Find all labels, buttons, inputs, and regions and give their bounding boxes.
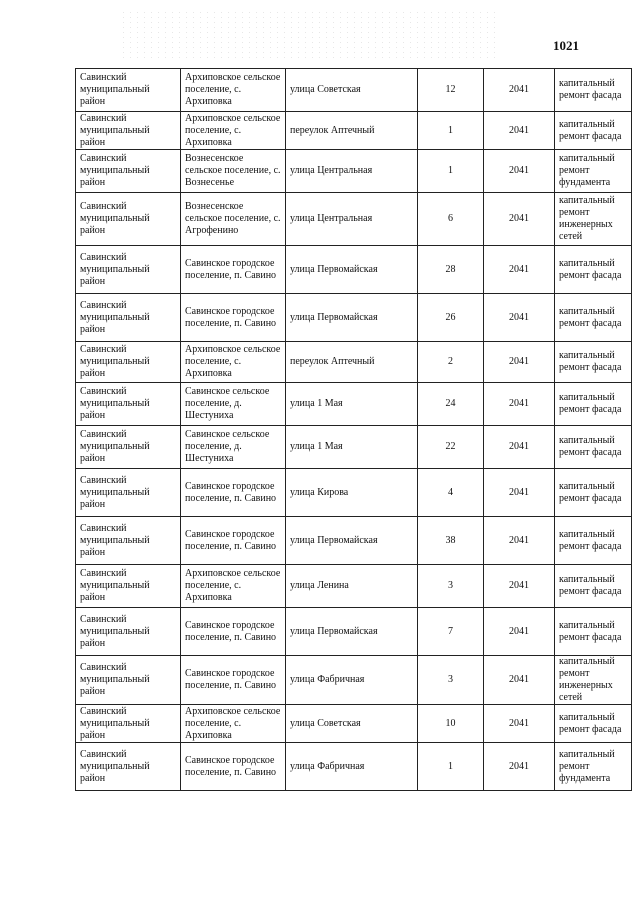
table-row xyxy=(76,565,632,608)
table-row xyxy=(76,426,632,469)
street-cell: переулок Аптечный xyxy=(286,342,418,383)
settlement-cell: Архиповское сельское поселение, с. Архиповка xyxy=(181,705,286,743)
settlement-cell: Савинское городское поселение, п. Савино xyxy=(181,246,286,294)
street-cell: улица Фабричная xyxy=(286,656,418,705)
work-type-cell: капитальный ремонт фасада xyxy=(555,294,632,342)
street-cell: улица Первомайская xyxy=(286,517,418,565)
house-number-cell: 10 xyxy=(418,705,484,743)
house-number-cell: 1 xyxy=(418,150,484,193)
house-number-cell: 22 xyxy=(418,426,484,469)
street-cell: улица Центральная xyxy=(286,150,418,193)
street-cell: улица Ленина xyxy=(286,565,418,608)
work-type-cell: капитальный ремонт фундамента xyxy=(555,150,632,193)
settlement-cell: Вознесенское сельское поселение, с. Вознесенье xyxy=(181,150,286,193)
street-cell: переулок Аптечный xyxy=(286,112,418,150)
year-cell: 2041 xyxy=(484,705,555,743)
house-number-cell: 4 xyxy=(418,469,484,517)
district-cell: Савинский муниципальный район xyxy=(76,517,181,565)
work-type-cell: капитальный ремонт фасада xyxy=(555,69,632,112)
year-cell: 2041 xyxy=(484,246,555,294)
settlement-cell: Архиповское сельское поселение, с. Архиповка xyxy=(181,342,286,383)
work-type-cell: капитальный ремонт фасада xyxy=(555,246,632,294)
house-number-cell: 3 xyxy=(418,565,484,608)
settlement-cell: Архиповское сельское поселение, с. Архиповка xyxy=(181,112,286,150)
house-number-cell: 7 xyxy=(418,608,484,656)
district-cell: Савинский муниципальный район xyxy=(76,656,181,705)
table-row xyxy=(76,69,632,112)
table-row xyxy=(76,383,632,426)
year-cell: 2041 xyxy=(484,383,555,426)
district-cell: Савинский муниципальный район xyxy=(76,150,181,193)
table-row xyxy=(76,608,632,656)
year-cell: 2041 xyxy=(484,469,555,517)
street-cell: улица 1 Мая xyxy=(286,383,418,426)
district-cell: Савинский муниципальный район xyxy=(76,294,181,342)
settlement-cell: Архиповское сельское поселение, с. Архиповка xyxy=(181,565,286,608)
house-number-cell: 6 xyxy=(418,193,484,246)
work-type-cell: капитальный ремонт фасада xyxy=(555,517,632,565)
table-row xyxy=(76,193,632,246)
table-row xyxy=(76,469,632,517)
table-row xyxy=(76,517,632,565)
year-cell: 2041 xyxy=(484,426,555,469)
district-cell: Савинский муниципальный район xyxy=(76,69,181,112)
table-row xyxy=(76,705,632,743)
year-cell: 2041 xyxy=(484,608,555,656)
settlement-cell: Савинское сельское поселение, д. Шестуниха xyxy=(181,426,286,469)
settlement-cell: Савинское городское поселение, п. Савино xyxy=(181,517,286,565)
house-number-cell: 1 xyxy=(418,743,484,791)
work-type-cell: капитальный ремонт фундамента xyxy=(555,743,632,791)
work-type-cell: капитальный ремонт фасада xyxy=(555,426,632,469)
district-cell: Савинский муниципальный район xyxy=(76,342,181,383)
settlement-cell: Савинское городское поселение, п. Савино xyxy=(181,656,286,705)
district-cell: Савинский муниципальный район xyxy=(76,608,181,656)
page-number: 1021 xyxy=(553,38,579,53)
table-row xyxy=(76,294,632,342)
year-cell: 2041 xyxy=(484,193,555,246)
street-cell: улица Советская xyxy=(286,705,418,743)
work-type-cell: капитальный ремонт инженерных сетей xyxy=(555,656,632,705)
house-number-cell: 12 xyxy=(418,69,484,112)
table-row xyxy=(76,656,632,705)
work-type-cell: капитальный ремонт фасада xyxy=(555,469,632,517)
settlement-cell: Вознесенское сельское поселение, с. Агрофенино xyxy=(181,193,286,246)
work-type-cell: капитальный ремонт фасада xyxy=(555,112,632,150)
settlement-cell: Архиповское сельское поселение, с. Архиповка xyxy=(181,69,286,112)
year-cell: 2041 xyxy=(484,342,555,383)
house-number-cell: 38 xyxy=(418,517,484,565)
work-type-cell: капитальный ремонт инженерных сетей xyxy=(555,193,632,246)
year-cell: 2041 xyxy=(484,150,555,193)
work-type-cell: капитальный ремонт фасада xyxy=(555,608,632,656)
year-cell: 2041 xyxy=(484,112,555,150)
district-cell: Савинский муниципальный район xyxy=(76,246,181,294)
settlement-cell: Савинское городское поселение, п. Савино xyxy=(181,469,286,517)
district-cell: Савинский муниципальный район xyxy=(76,426,181,469)
table-row xyxy=(76,112,632,150)
year-cell: 2041 xyxy=(484,565,555,608)
year-cell: 2041 xyxy=(484,656,555,705)
house-number-cell: 1 xyxy=(418,112,484,150)
settlement-cell: Савинское городское поселение, п. Савино xyxy=(181,294,286,342)
house-number-cell: 28 xyxy=(418,246,484,294)
street-cell: улица Первомайская xyxy=(286,246,418,294)
work-type-cell: капитальный ремонт фасада xyxy=(555,565,632,608)
table-row xyxy=(76,246,632,294)
settlement-cell: Савинское сельское поселение, д. Шестуниха xyxy=(181,383,286,426)
street-cell: улица Советская xyxy=(286,69,418,112)
settlement-cell: Савинское городское поселение, п. Савино xyxy=(181,608,286,656)
district-cell: Савинский муниципальный район xyxy=(76,383,181,426)
street-cell: улица Первомайская xyxy=(286,608,418,656)
street-cell: улица Кирова xyxy=(286,469,418,517)
year-cell: 2041 xyxy=(484,69,555,112)
house-number-cell: 2 xyxy=(418,342,484,383)
work-type-cell: капитальный ремонт фасада xyxy=(555,705,632,743)
year-cell: 2041 xyxy=(484,517,555,565)
table-row xyxy=(76,743,632,791)
housing-repair-table xyxy=(75,68,632,791)
street-cell: улица 1 Мая xyxy=(286,426,418,469)
scan-noise xyxy=(120,10,500,60)
district-cell: Савинский муниципальный район xyxy=(76,743,181,791)
street-cell: улица Первомайская xyxy=(286,294,418,342)
district-cell: Савинский муниципальный район xyxy=(76,193,181,246)
district-cell: Савинский муниципальный район xyxy=(76,469,181,517)
year-cell: 2041 xyxy=(484,294,555,342)
district-cell: Савинский муниципальный район xyxy=(76,112,181,150)
house-number-cell: 24 xyxy=(418,383,484,426)
street-cell: улица Фабричная xyxy=(286,743,418,791)
street-cell: улица Центральная xyxy=(286,193,418,246)
table-row xyxy=(76,150,632,193)
work-type-cell: капитальный ремонт фасада xyxy=(555,342,632,383)
district-cell: Савинский муниципальный район xyxy=(76,565,181,608)
table-body xyxy=(76,69,632,791)
settlement-cell: Савинское городское поселение, п. Савино xyxy=(181,743,286,791)
district-cell: Савинский муниципальный район xyxy=(76,705,181,743)
house-number-cell: 3 xyxy=(418,656,484,705)
work-type-cell: капитальный ремонт фасада xyxy=(555,383,632,426)
table-row xyxy=(76,342,632,383)
year-cell: 2041 xyxy=(484,743,555,791)
house-number-cell: 26 xyxy=(418,294,484,342)
